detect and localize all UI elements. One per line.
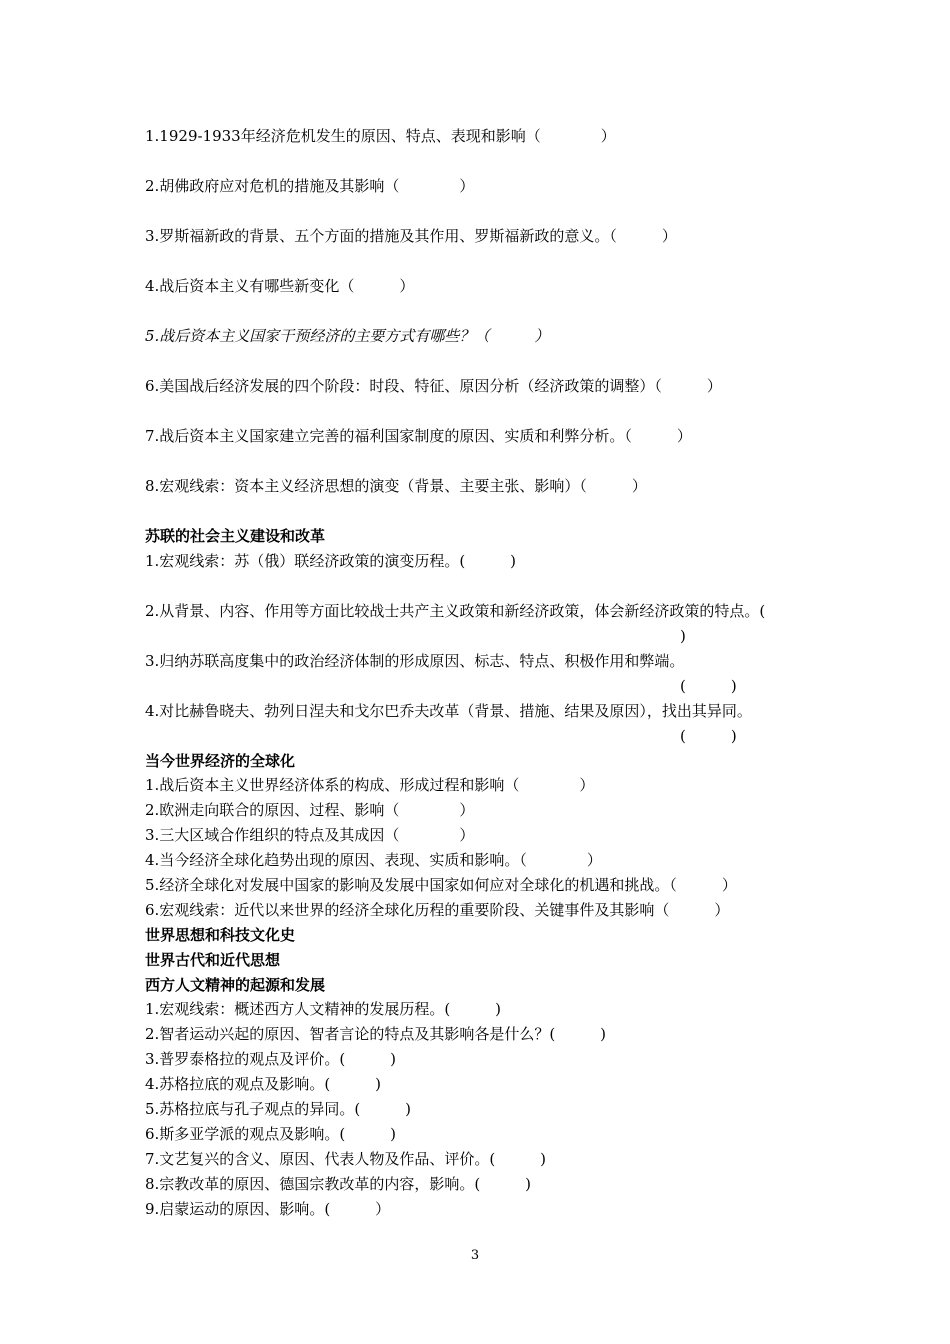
question-item: 3.三大区域合作组织的特点及其成因（ ）	[145, 826, 475, 844]
question-item: 5.经济全球化对发展中国家的影响及发展中国家如何应对全球化的机遇和挑战。（ ）	[145, 876, 737, 894]
question-item: 2.欧洲走向联合的原因、过程、影响（ ）	[145, 801, 475, 819]
section-subheading: 世界古代和近代思想	[145, 951, 281, 969]
question-item: 3.归纳苏联高度集中的政治经济体制的形成原因、标志、特点、积极作用和弊端。	[145, 652, 685, 670]
question-item: 1.战后资本主义世界经济体系的构成、形成过程和影响（ ）	[145, 776, 595, 794]
question-item: 3.罗斯福新政的背景、五个方面的措施及其作用、罗斯福新政的意义。（ ）	[145, 227, 677, 245]
question-item: 3.普罗泰格拉的观点及评价。( )	[145, 1050, 397, 1068]
question-item-continuation: )	[680, 627, 686, 645]
question-item: 2.智者运动兴起的原因、智者言论的特点及其影响各是什么？( )	[145, 1025, 607, 1043]
question-item: 1.1929-1933年经济危机发生的原因、特点、表现和影响（ ）	[145, 127, 616, 145]
question-item: 9.启蒙运动的原因、影响。( ）	[145, 1200, 391, 1218]
section-heading: 世界思想和科技文化史	[145, 926, 296, 944]
question-item: 6.美国战后经济发展的四个阶段：时段、特征、原因分析（经济政策的调整）（ ）	[145, 377, 722, 395]
page-number: 3	[470, 1248, 480, 1263]
question-item: 5.苏格拉底与孔子观点的异同。( )	[145, 1100, 412, 1118]
question-item: 1.宏观线索：概述西方人文精神的发展历程。( )	[145, 1000, 502, 1018]
question-item: 7.战后资本主义国家建立完善的福利国家制度的原因、实质和利弊分析。（ ）	[145, 427, 692, 445]
section-subheading: 西方人文精神的起源和发展	[145, 976, 326, 994]
question-item: 8.宗教改革的原因、德国宗教改革的内容，影响。( )	[145, 1175, 532, 1193]
question-item: 4.当今经济全球化趋势出现的原因、表现、实质和影响。（ ）	[145, 851, 602, 869]
question-item-continuation: ( )	[680, 677, 737, 695]
question-item: 8.宏观线索：资本主义经济思想的演变（背景、主要主张、影响）（ ）	[145, 477, 647, 495]
question-item: 4.苏格拉底的观点及影响。( )	[145, 1075, 382, 1093]
section-heading: 当今世界经济的全球化	[145, 752, 296, 770]
question-item: 4.战后资本主义有哪些新变化（ ）	[145, 277, 415, 295]
section-heading: 苏联的社会主义建设和改革	[145, 527, 326, 545]
question-item: 6.斯多亚学派的观点及影响。( )	[145, 1125, 397, 1143]
question-item-continuation: ( )	[680, 727, 737, 745]
question-item: 6.宏观线索：近代以来世界的经济全球化历程的重要阶段、关键事件及其影响（ ）	[145, 901, 730, 919]
question-item: 5.战后资本主义国家干预经济的主要方式有哪些？（ ）	[145, 327, 550, 345]
question-item: 1.宏观线索：苏（俄）联经济政策的演变历程。( )	[145, 552, 517, 570]
question-item: 2.从背景、内容、作用等方面比较战士共产主义政策和新经济政策，体会新经济政策的特点。(	[145, 602, 766, 620]
question-item: 4.对比赫鲁晓夫、勃列日涅夫和戈尔巴乔夫改革（背景、措施、结果及原因），找出其异同。	[145, 702, 752, 720]
question-item: 2.胡佛政府应对危机的措施及其影响（ ）	[145, 177, 475, 195]
question-item: 7.文艺复兴的含义、原因、代表人物及作品、评价。( )	[145, 1150, 547, 1168]
